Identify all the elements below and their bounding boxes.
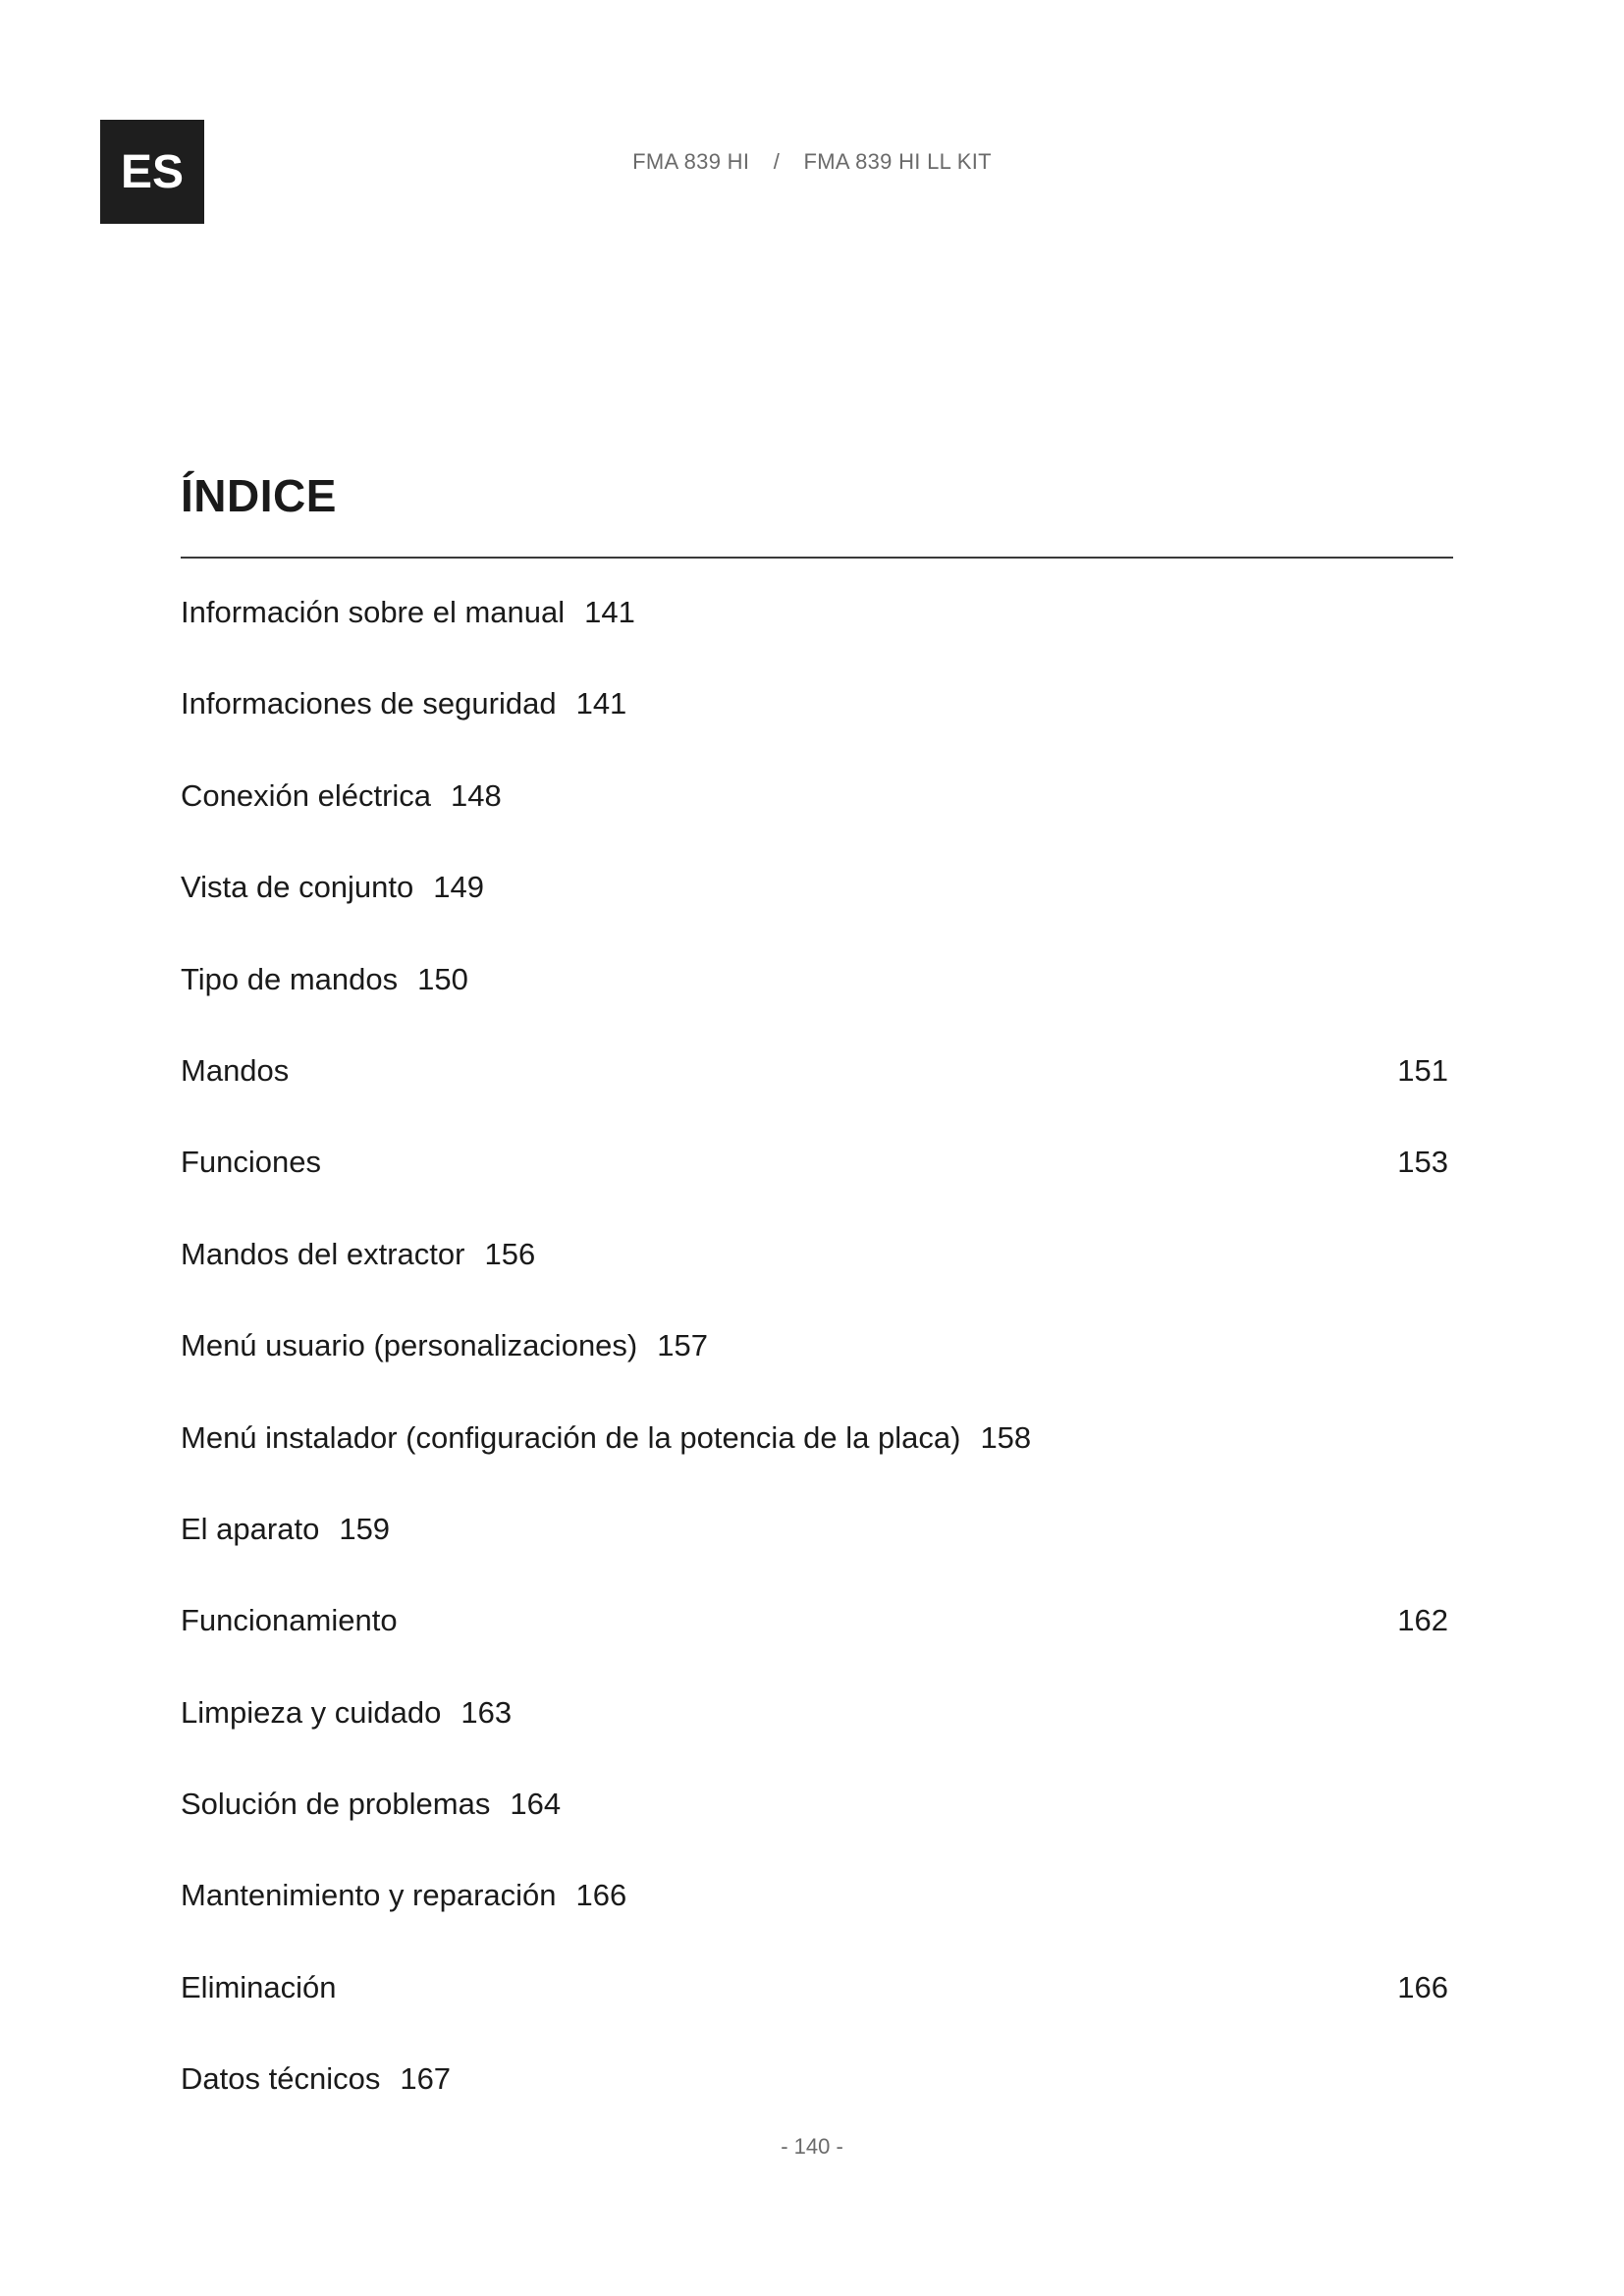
language-code: ES (120, 145, 185, 198)
model-secondary: FMA 839 HI LL KIT (803, 149, 992, 174)
toc-entry-label: Información sobre el manual (181, 595, 566, 629)
toc-entry[interactable] (181, 1229, 1453, 1320)
toc-entry-label: Vista de conjunto (181, 870, 414, 905)
toc-entry-page: 150 (417, 961, 468, 996)
toc-entry-label: Menú instalador (configuración de la potencia de la placa) (181, 1419, 961, 1455)
table-of-contents (181, 587, 1453, 2146)
toc-entry[interactable] (181, 1320, 1453, 1412)
toc-entry-page: 151 (1397, 1052, 1448, 1088)
toc-entry-page: 158 (980, 1419, 1032, 1455)
page-title: ÍNDICE (181, 470, 337, 521)
toc-entry[interactable] (181, 1045, 1453, 1137)
model-header (0, 149, 1624, 175)
toc-entry-page: 157 (657, 1328, 708, 1363)
toc-entry-page: 148 (451, 777, 502, 813)
toc-entry-page: 167 (400, 2061, 452, 2097)
toc-entry-label: Eliminación (181, 1969, 337, 2004)
toc-entry[interactable] (181, 771, 1453, 862)
toc-entry-label: Mantenimiento y reparación (181, 1878, 557, 1913)
toc-entry[interactable] (181, 1595, 1453, 1686)
toc-entry-label: Tipo de mandos (181, 961, 399, 996)
toc-entry[interactable] (181, 1504, 1453, 1595)
toc-entry-label: Solución de problemas (181, 1787, 491, 1822)
toc-entry-label: Conexión eléctrica (181, 777, 432, 813)
toc-entry-label: Menú usuario (personalizaciones) (181, 1328, 638, 1363)
toc-entry[interactable] (181, 1137, 1453, 1228)
toc-entry[interactable] (181, 1687, 1453, 1779)
toc-entry-page: 163 (460, 1694, 513, 1730)
toc-entry-page: 162 (1397, 1603, 1448, 1638)
toc-entry-page: 166 (575, 1878, 627, 1913)
toc-entry-label: Mandos (181, 1052, 290, 1088)
toc-entry[interactable] (181, 1779, 1453, 1870)
toc-entry-label: Informaciones de seguridad (181, 686, 557, 721)
toc-entry-page: 149 (433, 870, 485, 905)
toc-entry-label: Datos técnicos (181, 2061, 381, 2097)
toc-entry-page: 159 (339, 1511, 391, 1546)
page-number: - 140 - (781, 2134, 843, 2159)
toc-entry[interactable] (181, 587, 1453, 678)
toc-entry[interactable] (181, 954, 1453, 1045)
toc-entry-label: El aparato (181, 1511, 320, 1546)
toc-entry-label: Funciones (181, 1145, 322, 1180)
toc-entry-page: 141 (584, 595, 635, 629)
toc-entry-label: Mandos del extractor (181, 1236, 465, 1271)
title-divider (181, 557, 1453, 559)
toc-entry[interactable] (181, 678, 1453, 770)
model-separator: / (773, 149, 781, 174)
toc-entry[interactable] (181, 862, 1453, 953)
toc-entry-page: 166 (1397, 1969, 1448, 2004)
model-primary: FMA 839 HI (632, 149, 750, 174)
toc-entry-page: 141 (575, 686, 627, 721)
toc-entry-label: Funcionamiento (181, 1603, 398, 1638)
toc-entry-label: Limpieza y cuidado (181, 1694, 442, 1730)
toc-entry[interactable] (181, 1962, 1453, 2054)
toc-entry[interactable] (181, 1413, 1453, 1504)
toc-entry-page: 164 (510, 1787, 562, 1822)
toc-entry-page: 153 (1397, 1145, 1448, 1180)
toc-entry[interactable] (181, 1870, 1453, 1961)
toc-entry-page: 156 (484, 1236, 536, 1271)
toc-entry[interactable] (181, 2054, 1453, 2145)
